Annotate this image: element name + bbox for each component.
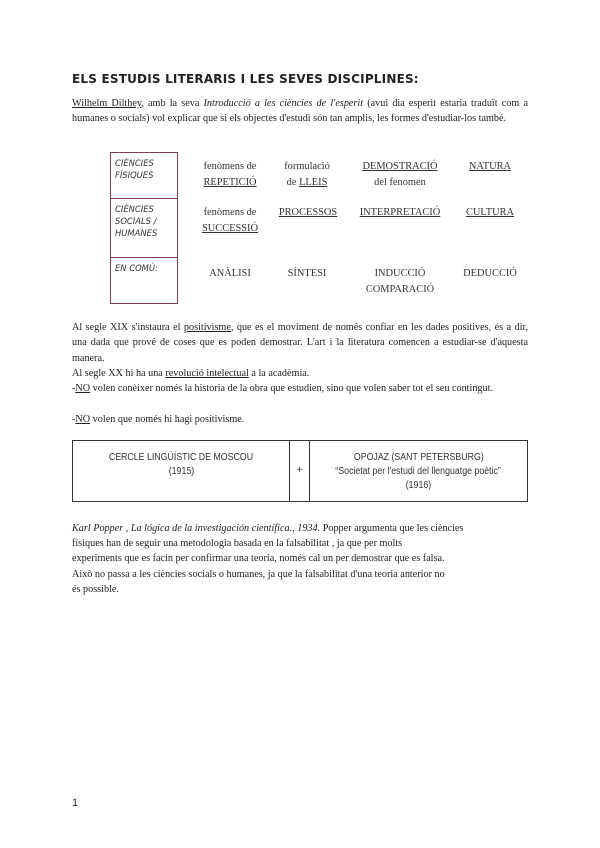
- cell-common-induction: INDUCCIÓ COMPARACIÓ: [365, 268, 435, 295]
- row-label-social: CIÈNCIES SOCIALS / HUMANES: [110, 198, 178, 258]
- positivism-term: positivisme: [183, 322, 231, 333]
- cell-common-synthesis: SÍNTESI: [287, 268, 327, 279]
- intro-paragraph: Wilhelm Dilthey, amb la seva Introducció a les ciències de l'esperit (avui dia esperit estaria traduït com a humanes o socials) vol explicar que si els objectes d'estudi són tan amplis, les formes d'estudiar-los també.: [72, 98, 528, 125]
- positivism-paragraph: Al segle XIX s'instaura el positivisme, que es el moviment de només confiar en les dades positives, és a dir, una dada que prové de coses que es poden demostrar. L'art i la literatura comencen a estudiar-se d'aquesta manera.: [72, 322, 528, 364]
- cell-common-deduction: DEDUCCIÓ: [463, 268, 517, 279]
- page-number: 1: [72, 797, 79, 809]
- popper-paragraph: Karl Popper , La lógica de la investigación científica., 1934. Popper argumenta que les ciències físiques han de seguir una metodologia basada en la falsabilitat , ja que per molts experiments que es facin per confirmar una teoria, només cal un per demostrar que es falsa. Això no passa a les ciències socials o humanes, ja que la falsabilitat d'una teoria anterior no és possible.: [72, 523, 464, 595]
- work-title: Introducció a les ciències de l'esperit: [203, 98, 364, 109]
- cell-physical-laws: formulació de LLEIS: [284, 161, 330, 188]
- revolution-paragraph: Al segle XX hi ha una revolució intelectual a la acadèmia.: [72, 368, 310, 379]
- cell-common-analysis: ANÀLISI: [209, 268, 251, 279]
- plus-cell: +: [290, 441, 310, 501]
- cell-social-culture: CULTURA: [465, 207, 515, 218]
- row-label-physical: CIÈNCIES FÍSIQUES: [110, 152, 178, 199]
- moscow-circle-cell: CERCLE LINGÜÍSTIC DE MOSCOU (1915): [73, 441, 290, 501]
- cell-social-processes: PROCESSOS: [278, 207, 338, 218]
- revolution-term: revolució intelectual: [165, 368, 249, 379]
- cell-physical-nature: NATURA: [468, 161, 512, 172]
- no-positivism-paragraph: -NO volen que només hi hagi positivisme.: [72, 414, 245, 425]
- cell-physical-demonstration: DEMOSTRACIÓ del fenomen: [362, 161, 438, 188]
- opojaz-cell: OPOJAZ (SANT PETERSBURG) “Societat per l'estudi del llenguatge poètic” (1916): [335, 452, 502, 491]
- no-content-paragraph: -NO volen conèixer només la historia de la obra que estudien, sino que volen saber tot el seu contingut.: [72, 383, 493, 394]
- page-title: ELS ESTUDIS LITERARIS I LES SEVES DISCIPLINES:: [72, 72, 419, 86]
- cell-physical-phenomena: fenòmens de REPETICIÓ: [203, 161, 257, 188]
- row-label-common: EN COMÚ:: [110, 257, 178, 304]
- author-name: Wilhelm Dilthey: [72, 98, 142, 109]
- cell-social-phenomena: fenòmens de SUCCESSIÓ: [201, 207, 258, 234]
- cell-social-interpretation: INTERPRETACIÓ: [359, 207, 441, 218]
- circles-table: [72, 440, 528, 502]
- popper-reference: Karl Popper , La lógica de la investigación científica., 1934.: [72, 523, 321, 534]
